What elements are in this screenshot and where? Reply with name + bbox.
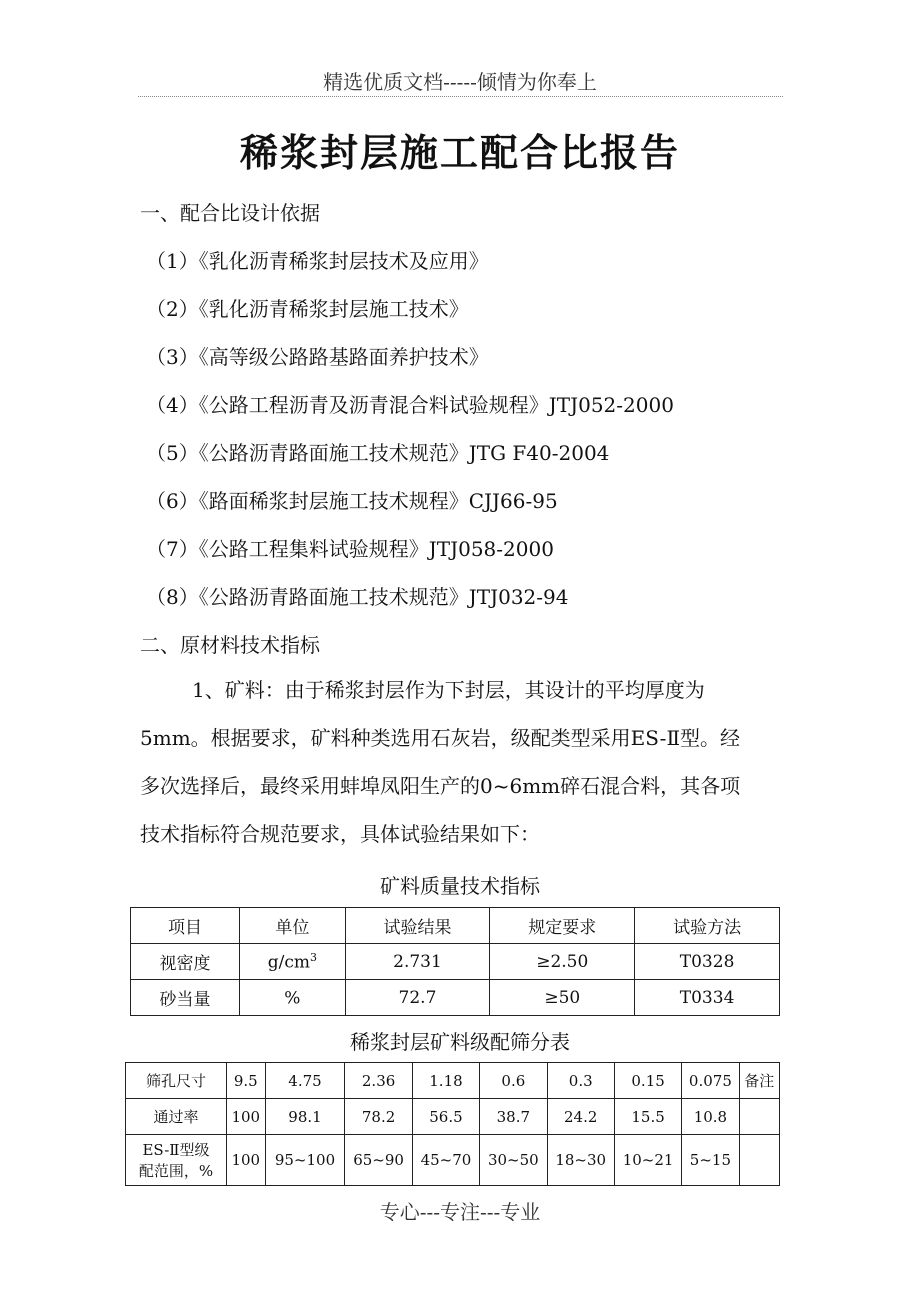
paragraph-line: 1、矿料：由于稀浆封层作为下封层，其设计的平均厚度为 <box>192 678 705 702</box>
table-cell: 备注 <box>739 1063 779 1099</box>
reference-item: （4）《公路工程沥青及沥青混合料试验规程》JTJ052-2000 <box>146 393 674 417</box>
table-cell: 0.15 <box>614 1063 681 1099</box>
header-cell: 单位 <box>240 908 345 944</box>
table-cell: 95~100 <box>265 1135 345 1186</box>
row-label: 通过率 <box>126 1099 227 1135</box>
table-cell: 视密度 <box>131 944 240 980</box>
unit-superscript: 3 <box>309 950 317 964</box>
section2-heading: 二、原材料技术指标 <box>140 633 320 657</box>
reference-item: （2）《乳化沥青稀浆封层施工技术》 <box>146 297 469 321</box>
table-row <box>126 1063 780 1099</box>
table-cell <box>739 1135 779 1186</box>
table-cell: 0.075 <box>682 1063 739 1099</box>
table1-caption: 矿料质量技术指标 <box>380 874 540 898</box>
table-cell: 0.3 <box>547 1063 614 1099</box>
gradation-table <box>125 1062 780 1186</box>
reference-item: （5）《公路沥青路面施工技术规范》JTG F40-2004 <box>146 441 610 465</box>
table-cell: ≥50 <box>490 980 635 1016</box>
table-cell: 18~30 <box>547 1135 614 1186</box>
table-cell: 5~15 <box>682 1135 739 1186</box>
paragraph-line: 技术指标符合规范要求，具体试验结果如下： <box>140 822 540 846</box>
table-row <box>131 980 780 1016</box>
table-cell: 30~50 <box>480 1135 547 1186</box>
table-row <box>126 1135 780 1186</box>
paragraph-line: 多次选择后，最终采用蚌埠凤阳生产的0~6mm碎石混合料，其各项 <box>140 774 741 798</box>
table-cell: 4.75 <box>265 1063 345 1099</box>
table-cell <box>240 980 345 1016</box>
table-cell <box>739 1099 779 1135</box>
table-cell: 15.5 <box>614 1099 681 1135</box>
table-cell: 72.7 <box>345 980 490 1016</box>
table-row <box>126 1099 780 1135</box>
table-header-row <box>131 908 780 944</box>
table-cell: 9.5 <box>227 1063 266 1099</box>
table-cell: 78.2 <box>345 1099 412 1135</box>
row-label-line: 配范围，% <box>138 1162 214 1180</box>
table-cell: 38.7 <box>480 1099 547 1135</box>
table-cell: 56.5 <box>412 1099 479 1135</box>
table-cell <box>240 944 345 980</box>
table-cell: 100 <box>227 1099 266 1135</box>
table-cell: 10~21 <box>614 1135 681 1186</box>
header-cell: 项目 <box>131 908 240 944</box>
mineral-quality-table <box>130 907 780 1016</box>
table2-caption: 稀浆封层矿料级配筛分表 <box>350 1030 570 1054</box>
table-cell: 45~70 <box>412 1135 479 1186</box>
mineral-paragraph <box>140 666 785 858</box>
document-title: 稀浆封层施工配合比报告 <box>239 131 680 175</box>
header-divider <box>138 96 783 97</box>
table-cell: 0.6 <box>480 1063 547 1099</box>
table-cell: ≥2.50 <box>490 944 635 980</box>
unit-text: g/cm <box>267 952 310 973</box>
table-row <box>131 944 780 980</box>
reference-item: （6）《路面稀浆封层施工技术规程》CJJ66-95 <box>146 489 558 513</box>
reference-item: （8）《公路沥青路面施工技术规范》JTJ032-94 <box>146 585 569 609</box>
page-header: 精选优质文档-----倾情为你奉上 <box>323 70 597 94</box>
table-cell: 2.731 <box>345 944 490 980</box>
page-footer: 专心---专注---专业 <box>379 1200 541 1224</box>
header-cell: 试验方法 <box>635 908 780 944</box>
table-cell: 24.2 <box>547 1099 614 1135</box>
reference-item: （3）《高等级公路路基路面养护技术》 <box>146 345 489 369</box>
table-cell: T0334 <box>635 980 780 1016</box>
unit-text: % <box>284 988 301 1009</box>
reference-item: （7）《公路工程集料试验规程》JTJ058-2000 <box>146 537 554 561</box>
table-cell: 10.8 <box>682 1099 739 1135</box>
table-cell: T0328 <box>635 944 780 980</box>
table-cell: 98.1 <box>265 1099 345 1135</box>
section1-heading: 一、配合比设计依据 <box>140 201 320 225</box>
row-label-line: ES-Ⅱ型级 <box>142 1141 210 1159</box>
table-cell: 砂当量 <box>131 980 240 1016</box>
reference-item: （1）《乳化沥青稀浆封层技术及应用》 <box>146 249 489 273</box>
header-cell: 试验结果 <box>345 908 490 944</box>
row-label: 筛孔尺寸 <box>126 1063 227 1099</box>
header-cell: 规定要求 <box>490 908 635 944</box>
table-cell: 65~90 <box>345 1135 412 1186</box>
table-cell: 2.36 <box>345 1063 412 1099</box>
paragraph-line: 5mm。根据要求，矿料种类选用石灰岩，级配类型采用ES-Ⅱ型。经 <box>140 726 741 750</box>
row-label <box>126 1135 227 1186</box>
table-cell: 100 <box>227 1135 266 1186</box>
table-cell: 1.18 <box>412 1063 479 1099</box>
